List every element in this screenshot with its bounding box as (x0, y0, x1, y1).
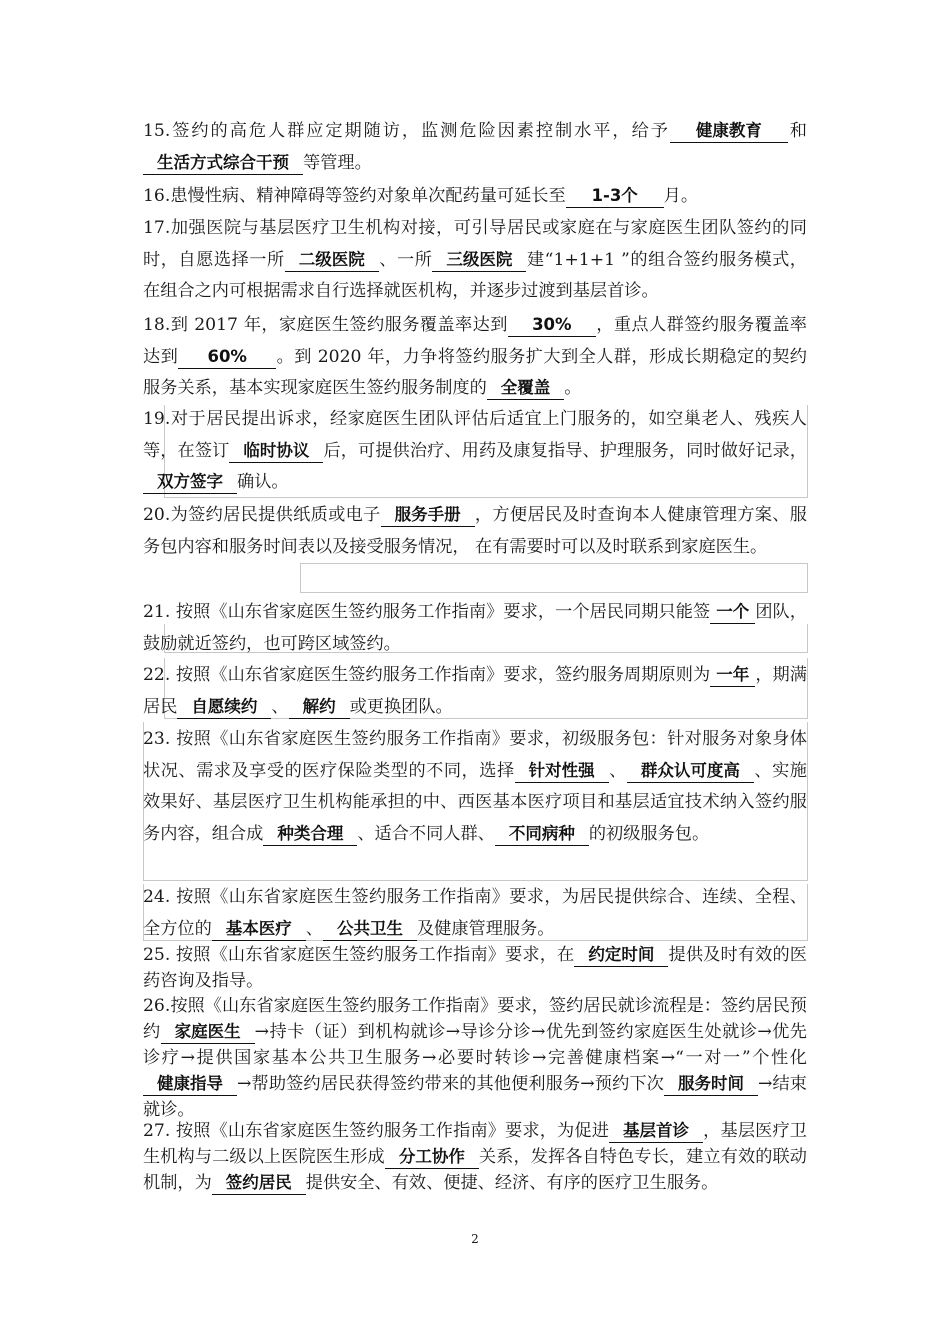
question-27: 27. 按照《山东省家庭医生签约服务工作指南》要求，为促进 基层首诊 ，基层医疗卫生机构与二级以上医院医生形成 分工协作 关系，发挥各自特色专长，建立有效的联动机制，为 签约居民 提供安全、有效、便捷、经济、有序的医疗卫生服务。 (143, 1121, 807, 1193)
question-16: 16.患慢性病、精神障碍等签约对象单次配药量可延长至 1-3个 月。 (143, 186, 699, 206)
answer-blank: 群众认可度高 (627, 760, 754, 783)
answer-blank: 家庭医生 (161, 1021, 255, 1044)
answer-blank: 30% (508, 314, 596, 337)
question-21: 21. 按照《山东省家庭医生签约服务工作指南》要求，一个居民同期只能签 一个 团队，鼓励就近签约，也可跨区域签约。 (143, 602, 807, 654)
question-26: 26.按照《山东省家庭医生签约服务工作指南》要求，签约居民就诊流程是：签约居民预约 家庭医生 →持卡（证）到机构就诊→导诊分诊→优先到签约家庭医生处就诊→优先诊疗→提供国家基本公共卫生服务→必要时转诊→完善健康档案→“一对一”个性化健康指导 →帮助签约居民获得签约带来的其他便利服务→预约下次 服务时间 →结束就诊。 (143, 996, 807, 1120)
question-18: 18.到 2017 年，家庭医生签约服务覆盖率达到 30% ，重点人群签约服务覆盖率达到 60% 。到 2020 年，力争将签约服务扩大到全人群，形成长期稳定的契约服务关系，基本实现家庭医生签约服务制度的 全覆盖 。 (143, 315, 807, 398)
answer-blank: 针对性强 (515, 760, 609, 783)
answer-blank: 三级医院 (432, 249, 526, 272)
answer-blank: 双方签字 (143, 471, 237, 494)
answer-blank: 全覆盖 (487, 377, 565, 400)
question-20: 20.为签约居民提供纸质或电子 服务手册 ，方便居民及时查询本人健康管理方案、服务包内容和服务时间表以及接受服务情况， 在有需要时可以及时联系到家庭医生。 (143, 505, 807, 557)
answer-blank: 二级医院 (285, 249, 379, 272)
answer-blank: 约定时间 (574, 944, 668, 967)
answer-blank: 公共卫生 (323, 918, 417, 941)
answer-blank: 60% (178, 346, 276, 369)
page-number: 2 (471, 1232, 479, 1246)
answer-blank: 分工协作 (385, 1146, 479, 1169)
answer-blank: 服务手册 (381, 504, 475, 527)
answer-blank: 签约居民 (212, 1172, 306, 1195)
answer-blank: 临时协议 (229, 440, 323, 463)
answer-blank: 健康指导 (143, 1073, 237, 1096)
answer-blank: 生活方式综合干预 (143, 152, 303, 175)
answer-blank: 种类合理 (263, 823, 357, 846)
answer-blank: 健康教育 (670, 120, 788, 143)
answer-blank: 基层首诊 (609, 1120, 703, 1143)
question-15: 15.签约的高危人群应定期随访，监测危险因素控制水平，给予 健康教育 和生活方式综合干预 等管理。 (143, 121, 807, 173)
question-25: 25. 按照《山东省家庭医生签约服务工作指南》要求，在 约定时间 提供及时有效的医药咨询及指导。 (143, 945, 807, 991)
answer-blank: 基本医疗 (212, 918, 306, 941)
answer-blank: 自愿续约 (177, 696, 271, 719)
question-22: 22. 按照《山东省家庭医生签约服务工作指南》要求，签约服务周期原则为 一年 ，期满居民 自愿续约 、 解约 或更换团队。 (143, 665, 807, 717)
answer-blank: 解约 (289, 696, 350, 719)
question-24: 24. 按照《山东省家庭医生签约服务工作指南》要求，为居民提供综合、连续、全程、全方位的 基本医疗 、 公共卫生 及健康管理服务。 (143, 887, 807, 939)
answer-frame (300, 563, 808, 593)
answer-blank: 一年 (710, 664, 755, 687)
question-23: 23. 按照《山东省家庭医生签约服务工作指南》要求，初级服务包：针对服务对象身体状况、需求及享受的医疗保险类型的不同，选择 针对性强 、 群众认可度高 、实施效果好、基层医疗卫生机构能承担的中、西医基本医疗项目和基层适宜技术纳入签约服务内容，组合成 种类合理 、适合不同人群、 不同病种 的初级服务包。 (143, 729, 807, 844)
answer-blank: 服务时间 (664, 1073, 758, 1096)
question-17: 17.加强医院与基层医疗卫生机构对接，可引导居民或家庭在与家庭医生团队签约的同时，自愿选择一所 二级医院 、一所 三级医院 建“1+1+1 ”的组合签约服务模式，在组合之内可根据需求自行选择就医机构，并逐步过渡到基层首诊。 (143, 218, 807, 301)
answer-blank: 一个 (710, 601, 755, 624)
question-19: 19.对于居民提出诉求，经家庭医生团队评估后适宜上门服务的，如空巢老人、残疾人等，在签订 临时协议 后，可提供治疗、用药及康复指导、护理服务，同时做好记录，双方签字 确认。 (143, 409, 807, 492)
answer-blank: 1-3个 (566, 185, 664, 208)
answer-blank: 不同病种 (495, 823, 589, 846)
